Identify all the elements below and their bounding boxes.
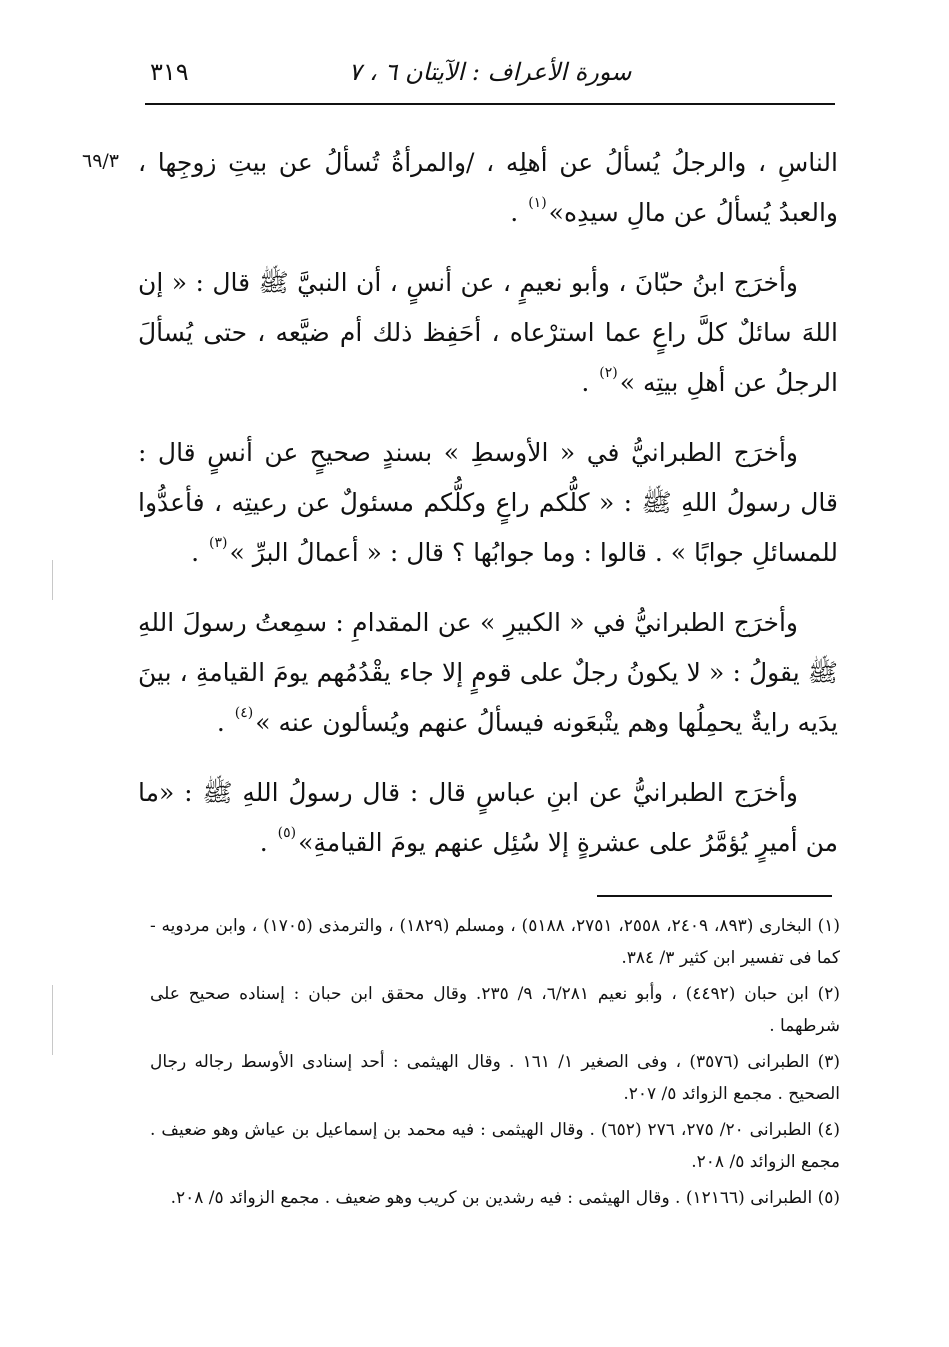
paragraph-text: الناسِ ، والرجلُ يُسألُ عن أهلِه ، /والمرأةُ تُسألُ عن بيتِ زوجِها ، والعبدُ يُسألُ عن مالِ سيدِه» xyxy=(138,148,838,227)
paragraph-end: . xyxy=(191,538,207,567)
paragraph xyxy=(138,258,838,408)
footnote-separator xyxy=(597,895,832,897)
paragraph-text: وأخرَج الطبرانيُّ عن ابنِ عباسٍ قال : قال رسولُ اللهِ ﷺ : «ما من أميرٍ يُؤمَّرُ على عشرةٍ إلا سُئِل عنهم يومَ القيامةِ» xyxy=(138,778,838,857)
running-title: سورة الأعراف : الآيتان ٦ ، ٧ xyxy=(348,58,632,86)
paragraph xyxy=(138,598,838,748)
page-number: ٣١٩ xyxy=(150,58,189,86)
header-rule xyxy=(145,103,835,105)
paragraph-end: . xyxy=(259,828,276,857)
paragraph-text: وأخرَج الطبرانيُّ في « الكبيرِ » عن المقدامِ : سمِعتُ رسولَ اللهِ ﷺ يقولُ : « لا يكونُ رجلٌ على قومٍ إلا جاء يقْدُمُهم يومَ القيامةِ ، بينَ يدَيه رايةٌ يحمِلُها وهم يتْبعَونه فيسألُ عنهم ويُسألون عنه » xyxy=(138,608,838,737)
footnote-marker: (١) xyxy=(528,195,547,211)
footnote: (١) البخارى (٨٩٣، ٢٤٠٩، ٢٥٥٨، ٢٧٥١، ٥١٨٨) ، ومسلم (١٨٢٩) ، والترمذى (١٧٠٥) ، وابن مردويه - كما فى تفسير ابن كثير ٣/ ٣٨٤. xyxy=(150,916,841,968)
footnote: (٥) الطبرانى (١٢١٦٦) . وقال الهيثمى : فيه رشدين بن كريب وهو ضعيف . مجمع الزوائد ٥/ ٢٠٨. xyxy=(170,1188,840,1208)
paragraph xyxy=(138,138,838,238)
footnote-marker: (٥) xyxy=(277,825,297,841)
footnote-marker: (٤) xyxy=(234,705,254,721)
footnotes xyxy=(150,910,840,1218)
paragraph xyxy=(138,768,838,868)
footnote: (٢) ابن حبان (٤٤٩٢) ، وأبو نعيم ٦/٢٨١، ٩/ ٢٣٥. وقال محقق ابن حبان : إسناده صحيح على شرطهما . xyxy=(150,984,841,1036)
paragraph-text: وأخرَج الطبرانيُّ في « الأوسطِ » بسندٍ صحيحٍ عن أنسٍ قال : قال رسولُ اللهِ ﷺ : « كلُّكم راعٍ وكلُّكم مسئولٌ عن رعيتِه ، فأعدُّوا للمسائلِ جوابًا » . قالوا : وما جوابُها ؟ قال : « أعمالُ البرِّ » xyxy=(138,438,838,567)
margin-mark xyxy=(52,560,53,600)
footnote: (٤) الطبرانى ٢٠/ ٢٧٥، ٢٧٦ (٦٥٢) . وقال الهيثمى : فيه محمد بن إسماعيل بن عياش وهو ضعيف . مجمع الزوائد ٥/ ٢٠٨. xyxy=(150,1120,841,1172)
paragraph xyxy=(138,428,838,578)
margin-reference: ٦٩/٣ xyxy=(82,150,120,172)
paragraph-end: . xyxy=(216,708,233,737)
footnote-marker: (٣) xyxy=(209,535,228,551)
paragraph-text: وأخرَج ابنُ حبّانَ ، وأبو نعيمٍ ، عن أنسٍ ، أن النبيَّ ﷺ قال : « إن اللهَ سائلٌ كلَّ راعٍ عما استرْعاه ، أحَفِظ ذلك أم ضيَّعه ، حتى يُسألَ الرجلُ عن أهلِ بيتِه » xyxy=(138,268,838,397)
footnote: (٣) الطبرانى (٣٥٧٦) ، وفى الصغير ١/ ١٦١ . وقال الهيثمى : أحد إسنادى الأوسط رجاله رجال الصحيح . مجمع الزوائد ٥/ ٢٠٧. xyxy=(150,1052,840,1104)
paragraph-end: . xyxy=(510,198,527,227)
paragraph-end: . xyxy=(581,368,598,397)
margin-mark xyxy=(52,985,53,1055)
main-text xyxy=(138,138,838,888)
footnote-marker: (٢) xyxy=(599,365,618,381)
